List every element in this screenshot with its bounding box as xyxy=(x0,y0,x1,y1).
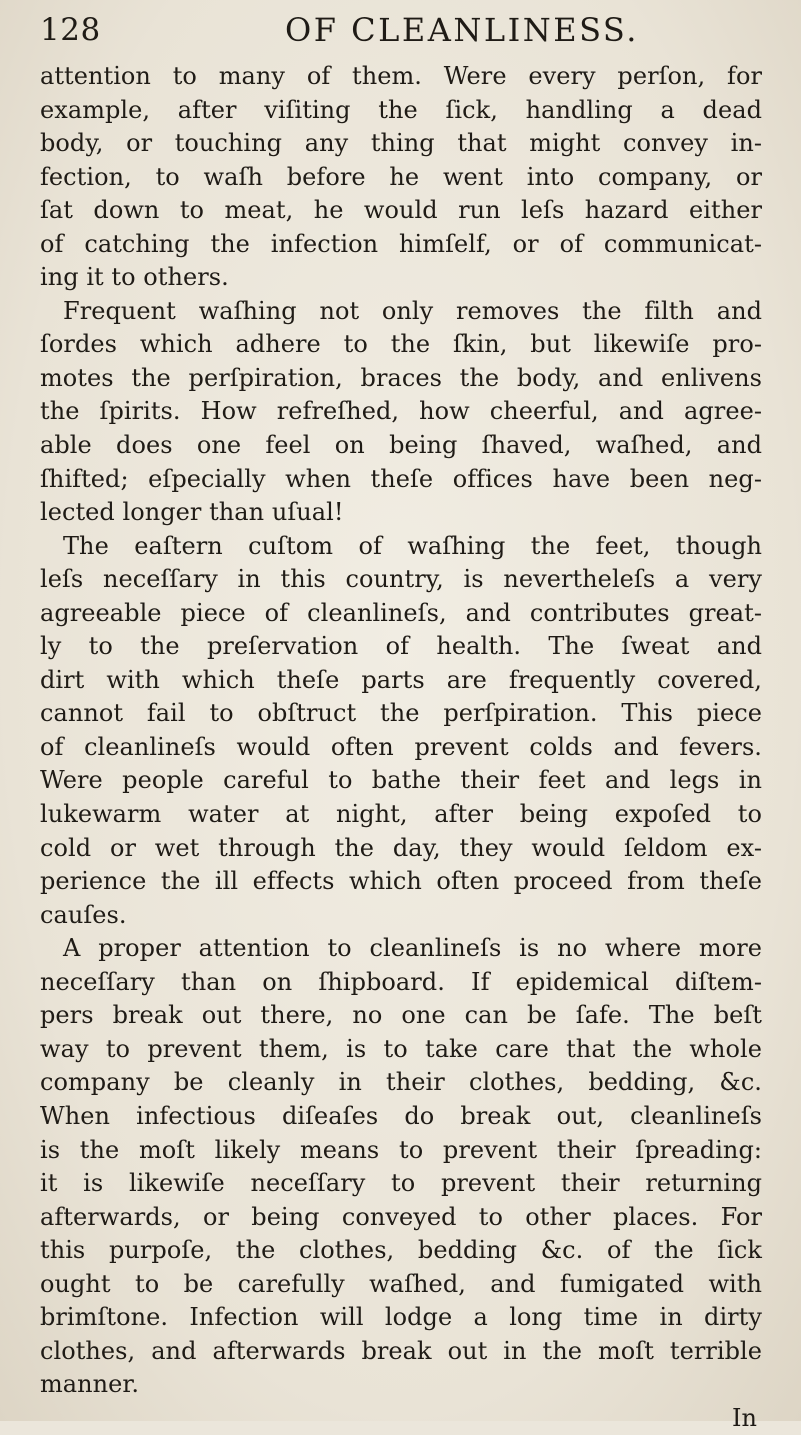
text-line: ſhifted; eſpecially when theſe offices have been neg- xyxy=(40,464,762,493)
page-header xyxy=(40,8,761,58)
text-line: motes the perſpiration, braces the body, and enlivens xyxy=(40,363,762,392)
text-line: ly to the preſervation of health. The ſweat and xyxy=(40,632,762,661)
text-line: pers break out there, no one can be ſafe. The beſt xyxy=(40,1001,762,1030)
text-line: the ſpirits. How refreſhed, how cheerful, and agree- xyxy=(40,397,762,426)
text-line: perience the ill effects which often proceed from theſe xyxy=(40,867,762,896)
text-line: Were people careful to bathe their feet and legs in xyxy=(40,766,762,795)
text-line: cold or wet through the day, they would ſeldom ex- xyxy=(40,833,762,862)
text-line: afterwards, or being conveyed to other places. For xyxy=(40,1202,762,1231)
text-line: able does one feel on being ſhaved, waſhed, and xyxy=(40,431,762,460)
text-line: dirt with which theſe parts are frequently covered, xyxy=(40,665,762,694)
text-line: The eaſtern cuſtom of waſhing the feet, though xyxy=(63,531,762,560)
text-line: of cleanlineſs would often prevent colds and fevers. xyxy=(40,732,762,761)
text-line: lected longer than uſual! xyxy=(40,498,344,527)
text-line: this purpoſe, the clothes, bedding &c. of the ſick xyxy=(40,1236,762,1265)
text-line: it is likewiſe neceſſary to prevent their returning xyxy=(40,1169,762,1198)
catchword: In xyxy=(731,1403,757,1432)
text-line: body, or touching any thing that might convey in- xyxy=(40,129,762,158)
text-line: example, after viſiting the ſick, handling a dead xyxy=(40,95,762,124)
text-line: clothes, and afterwards break out in the moſt terrible xyxy=(40,1336,762,1365)
text-line: lukewarm water at night, after being expoſed to xyxy=(40,800,762,829)
text-line: ſat down to meat, he would run leſs hazard either xyxy=(40,196,762,225)
text-line: cauſes. xyxy=(40,900,127,929)
text-line: attention to many of them. Were every perſon, for xyxy=(40,62,762,90)
text-line: way to prevent them, is to take care that the whole xyxy=(40,1034,762,1063)
text-line: is the moſt likely means to prevent their ſpreading: xyxy=(40,1135,762,1164)
text-line: cannot fail to obſtruct the perſpiration. This piece xyxy=(40,699,762,728)
text-line: ing it to others. xyxy=(40,263,229,292)
page-number: 128 xyxy=(40,12,101,48)
text-line: manner. xyxy=(40,1370,139,1399)
text-line: company be cleanly in their clothes, bedding, &c. xyxy=(40,1068,762,1097)
text-line: leſs neceſſary in this country, is nevertheleſs a very xyxy=(40,565,762,594)
text-line: When infectious diſeaſes do break out, cleanlineſs xyxy=(40,1101,762,1130)
text-line: A proper attention to cleanlineſs is no where more xyxy=(63,934,762,963)
text-line: Frequent waſhing not only removes the filth and xyxy=(63,296,762,325)
text-line: ſordes which adhere to the ſkin, but likewiſe pro- xyxy=(40,330,762,359)
text-line: of catching the infection himſelf, or of communicat- xyxy=(40,229,762,258)
text-line: fection, to waſh before he went into company, or xyxy=(40,162,762,191)
text-line: ought to be carefully waſhed, and fumigated with xyxy=(40,1269,762,1298)
text-line: agreeable piece of cleanlineſs, and contributes great- xyxy=(40,598,762,627)
text-line: neceſſary than on ſhipboard. If epidemical diſtem- xyxy=(40,967,762,996)
text-line: brimſtone. Infection will lodge a long time in dirty xyxy=(40,1303,762,1332)
running-head: OF CLEANLINESS. xyxy=(285,11,639,49)
body-text xyxy=(40,60,762,1435)
